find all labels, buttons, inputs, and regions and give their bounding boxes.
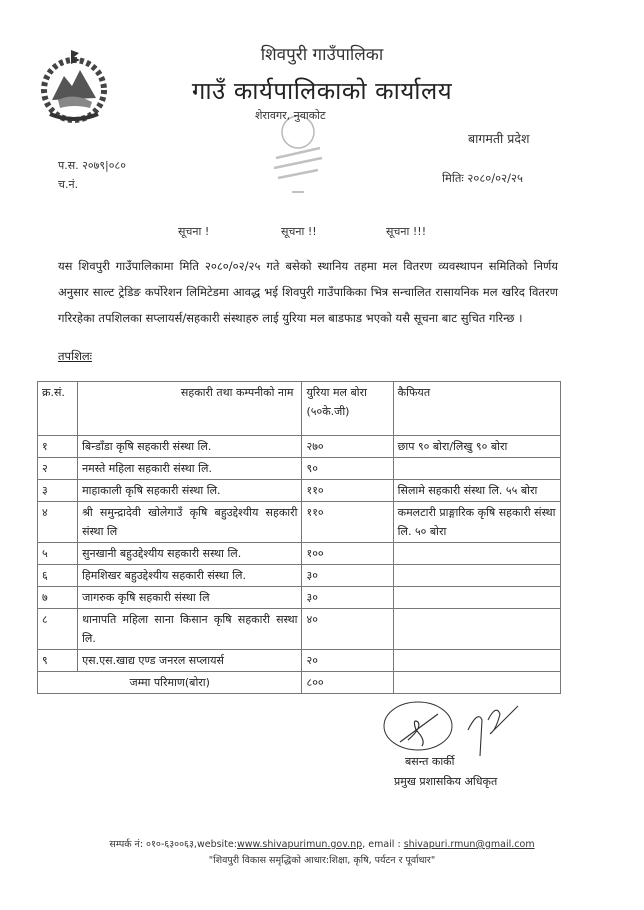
municipality-name: शिवपुरी गाउँपालिका: [260, 45, 384, 65]
table-row: [38, 650, 561, 672]
row-serial: ६: [38, 565, 78, 587]
total-value: ८००: [302, 672, 393, 694]
row-name: हिमशिखर बहुउद्देश्यीय सहकारी संस्था लि.: [78, 565, 302, 587]
row-name: सुनखानी बहुउद्देश्यीय सहकारी सस्था लि.: [78, 543, 302, 565]
row-bags: २७०: [302, 436, 393, 458]
row-serial: ३: [38, 480, 78, 502]
notice-label-1: सूचना !: [178, 225, 210, 238]
row-serial: १: [38, 436, 78, 458]
row-remarks: [393, 458, 560, 480]
reference-number: प.स. २०७९|०८०: [58, 159, 126, 172]
row-serial: ५: [38, 543, 78, 565]
row-remarks: [393, 587, 560, 609]
row-bags: ११०: [302, 502, 393, 543]
table-row: [38, 609, 561, 650]
office-stamp: [268, 112, 328, 198]
row-remarks: कमलटारी प्राङ्गारिक कृषि सहकारी संस्था लि. ५० बोरा: [393, 502, 560, 543]
website-link[interactable]: www.shivapurimun.gov.np: [236, 839, 363, 850]
notice-body: यस शिवपुरी गाउँपालिकामा मिति २०८०/०२/२५ गते बसेको स्थानिय तहमा मल वितरण व्यवस्थापन समितिको निर्णय अनुसार साल्ट ट्रेडिङ कर्पोरेशन लिमिटेडमा आवद्ध भई शिवपुरी गाउँपाकिका भित्र सन्चालित रासायनिक मल खरिद वितरण गरिरहेका तपशिलका सप्लायर्स/सहकारी संस्थाहरु लाई युरिया मल बाडफाड भएको यसै सूचना बाट सुचित गरिन्छ ।: [58, 259, 558, 325]
row-remarks: [393, 650, 560, 672]
row-name: थानापति महिला साना किसान कृषि सहकारी सस्था लि.: [78, 609, 302, 650]
row-remarks: [393, 543, 560, 565]
details-heading: तपशिलः: [58, 349, 93, 363]
table-row: [38, 436, 561, 458]
header-remarks: कैफियत: [393, 382, 560, 436]
row-serial: ९: [38, 650, 78, 672]
table-header-row: [38, 382, 561, 436]
office-address: शेरावगर, नुवाकोट: [255, 109, 326, 122]
row-bags: २०: [302, 650, 393, 672]
row-bags: ९०: [302, 458, 393, 480]
province-name: बागमती प्रदेश: [468, 131, 530, 146]
footer-contact: [0, 837, 644, 850]
notice-label-3: सूचना !!!: [386, 225, 427, 238]
signatory-title: प्रमुख प्रशासकिय अधिकृत: [394, 775, 498, 788]
row-name: बिन्डाँडा कृषि सहकारी संस्था लि.: [78, 436, 302, 458]
header-serial: क्र.सं.: [38, 382, 78, 436]
dispatch-number: च.नं.: [58, 178, 79, 191]
distribution-table: [37, 381, 561, 694]
row-name: एस.एस.खाद्य एण्ड जनरल सप्लायर्स: [78, 650, 302, 672]
row-remarks: [393, 609, 560, 650]
row-serial: ७: [38, 587, 78, 609]
table-row: [38, 458, 561, 480]
row-name: श्री समुन्द्रादेवी खोलेगाउँ कृषि बहुउद्देश्यीय सहकारी संस्था लि: [78, 502, 302, 543]
row-name: जागरुक कृषि सहकारी संस्था लि: [78, 587, 302, 609]
table-row: [38, 543, 561, 565]
row-bags: ११०: [302, 480, 393, 502]
row-serial: ८: [38, 609, 78, 650]
office-title: गाउँ कार्यपालिकाको कार्यालय: [191, 77, 453, 105]
total-label: जम्मा परिमाण(बोरा): [38, 672, 302, 694]
row-bags: ३०: [302, 587, 393, 609]
row-bags: ३०: [302, 565, 393, 587]
signatory-name: बसन्त कार्की: [405, 755, 455, 768]
total-remarks: [393, 672, 560, 694]
row-remarks: [393, 565, 560, 587]
letter-date: मितिः २०८०/०२/२५: [442, 171, 523, 185]
table-row: [38, 565, 561, 587]
table-total-row: [38, 672, 561, 694]
row-serial: ४: [38, 502, 78, 543]
header-bags: युरिया मल बोरा (५०के.जी): [302, 382, 393, 436]
row-remarks: छाप ९० बोरा/लिखु ९० बोरा: [393, 436, 560, 458]
table-row: [38, 502, 561, 543]
contact-prefix: सम्पर्क नं: ०१०-६३००६३,website:: [109, 839, 237, 850]
row-bags: ४०: [302, 609, 393, 650]
table-row: [38, 587, 561, 609]
row-name: नमस्ते महिला सहकारी संस्था लि.: [78, 458, 302, 480]
footer-motto: "शिवपुरी विकास समृद्धिको आधार:शिक्षा, कृषि, पर्यटन र पूर्वाधार": [208, 855, 436, 866]
signature-mark: [378, 700, 548, 758]
row-name: माहाकाली कृषि सहकारी संस्था लि.: [78, 480, 302, 502]
header-name: सहकारी तथा कम्पनीको नाम: [78, 382, 302, 436]
row-serial: २: [38, 458, 78, 480]
email-link[interactable]: shivapuri.rmun@gmail.com: [403, 839, 535, 850]
email-prefix: , email :: [362, 839, 404, 850]
notice-label-2: सूचना !!: [281, 225, 317, 238]
table-row: [38, 480, 561, 502]
row-remarks: सिलामे सहकारी संस्था लि. ५५ बोरा: [393, 480, 560, 502]
row-bags: १००: [302, 543, 393, 565]
